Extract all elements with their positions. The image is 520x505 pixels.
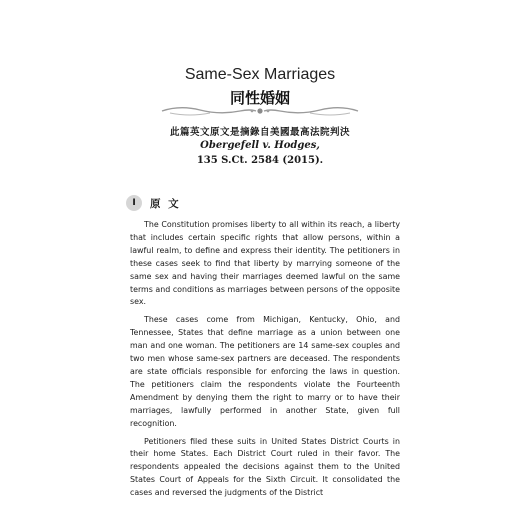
paragraph-1: The Constitution promises liberty to all within its reach, a liberty that includes certain specific rights that allow persons, within a lawful realm, to define and express their identity. The petitioners in these cases seek to find that liberty by marrying someone of the same sex and having their marriages deemed lawful on the same terms and conditions as marriages between persons of the opposite sex. <box>130 220 400 307</box>
title-english: Same-Sex Marriages <box>184 66 336 83</box>
section-title: 原 文 <box>150 197 181 210</box>
section-heading <box>126 194 181 212</box>
source-note: 此篇英文原文是摘錄自美國最高法院判決 <box>169 127 350 138</box>
paragraph-3: Petitioners filed these suits in United States District Courts in their home States. Each District Court ruled in their favor. The respondents appealed the decisions against them to the United States Court of Appeals for the Sixth Circuit. It consolidated the cases and reversed the judgments of the District <box>130 436 400 498</box>
title-chinese: 同性婚姻 <box>229 89 290 107</box>
paragraph-2: These cases come from Michigan, Kentucky, Ohio, and Tennessee, States that define marriage as a union between one man and one woman. The petitioners are 14 same-sex couples and two men whose same-sex partners are deceased. The respondents are state officials responsible for enforcing the laws in question. The petitioners claim the respondents violate the Fourteenth Amendment by denying them the right to marry or to have their marriages, lawfully performed in another State, given full recognition. <box>130 315 400 428</box>
case-citation: 135 S.Ct. 2584 (2015). <box>196 155 324 166</box>
case-name: Obergefell v. Hodges, <box>200 140 320 151</box>
section-number-badge: I <box>126 195 142 211</box>
body-text <box>130 219 400 505</box>
ornament-divider <box>160 104 360 118</box>
